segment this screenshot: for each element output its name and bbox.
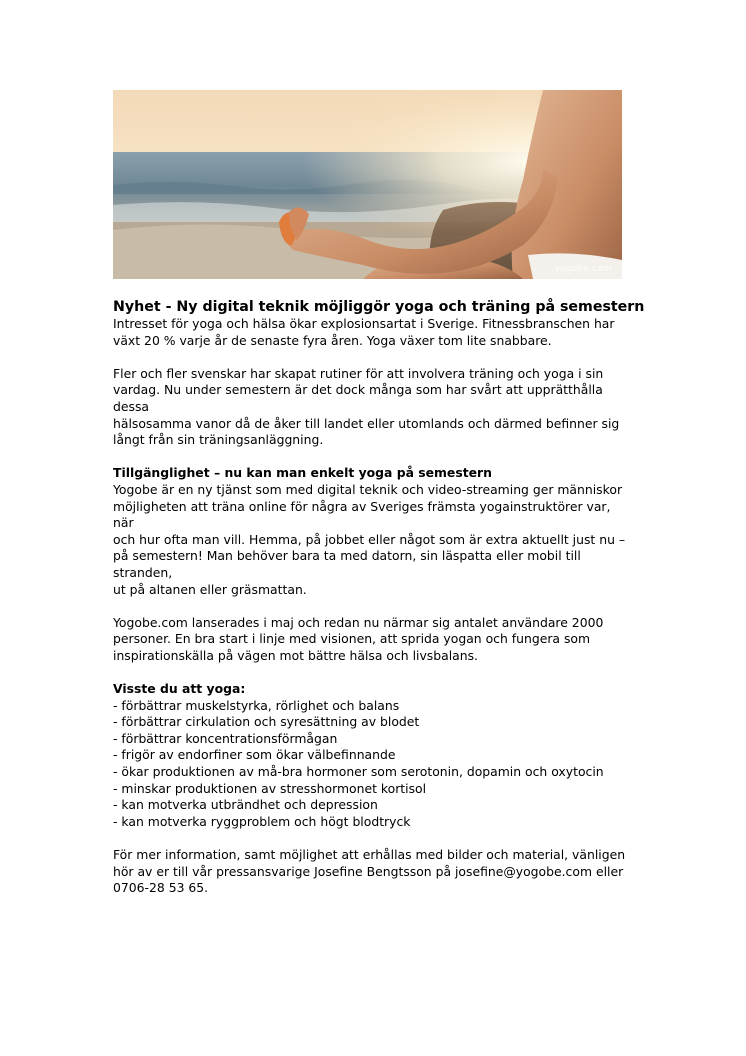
section-1-line-5: ut på altanen eller gräsmattan. xyxy=(113,581,307,597)
list-item: - kan motverka ryggproblem och högt blodtryck xyxy=(113,813,411,829)
paragraph-4-line-1: Yogobe.com lanserades i maj och redan nu närmar sig antalet användare 2000 xyxy=(113,614,604,630)
section-heading-facts: Visste du att yoga: xyxy=(113,681,246,697)
spacer xyxy=(113,349,633,366)
paragraph-2-line-1: Fler och fler svenskar har skapat rutiner för att involvera träning och yoga i sin xyxy=(113,365,604,381)
press-release xyxy=(113,90,645,897)
spacer xyxy=(113,449,633,466)
contact-line-1: För mer information, samt möjlighet att erhållas med bilder och material, vänligen xyxy=(113,847,626,862)
contact-line-3: 0706-28 53 65. xyxy=(113,880,209,896)
list-item: - förbättrar muskelstyrka, rörlighet och balans xyxy=(113,697,400,713)
section-1-line-3: och hur ofta man vill. Hemma, på jobbet eller något som är extra aktuellt just nu – xyxy=(113,531,626,547)
list-item: - förbättrar cirkulation och syresättning av blodet xyxy=(113,714,420,730)
section-1-line-4: på semestern! Man behöver bara ta med datorn, sin läspatta eller mobil till stranden, xyxy=(113,548,581,580)
hero-image xyxy=(113,90,622,279)
spacer xyxy=(113,598,633,615)
hero-watermark: yogobe.com xyxy=(554,264,612,274)
benefits-list xyxy=(113,698,633,831)
paragraph-2-line-3: hälsosamma vanor då de åker till landet eller utomlands och därmed befinner sig xyxy=(113,415,620,431)
paragraph-2-line-4: långt från sin träningsanläggning. xyxy=(113,432,324,448)
page-title: Nyhet - Ny digital teknik möjliggör yoga och träning på semestern xyxy=(113,299,645,315)
list-item: - kan motverka utbrändhet och depression xyxy=(113,797,378,813)
yoga-beach-photo xyxy=(113,90,622,279)
section-1-line-1: Yogobe är en ny tjänst som med digital teknik och video-streaming ger människor xyxy=(113,481,623,497)
paragraph-2-line-2: vardag. Nu under semestern är det dock många som har svårt att upprätthålla dessa xyxy=(113,382,603,414)
list-item: - minskar produktionen av stresshormonet kortisol xyxy=(113,780,427,796)
paragraph-4-line-2: personer. En bra start i linje med visionen, att sprida yogan och fungera som xyxy=(113,631,591,647)
intro-line-1: Intresset för yoga och hälsa ökar explosionsartat i Sverige. Fitnessbranschen har xyxy=(113,316,615,331)
spacer xyxy=(113,664,633,681)
section-1-line-2: möjligheten att träna online för några av Sveriges främsta yogainstruktörer var, när xyxy=(113,498,611,531)
intro-line-2: växt 20 % varje år de senaste fyra åren. Yoga växer tom lite snabbare. xyxy=(113,332,552,348)
paragraph-4-line-3: inspirationskälla på vägen mot bättre hälsa och livsbalans. xyxy=(113,647,478,663)
spacer xyxy=(113,830,633,847)
section-heading-availability: Tillgänglighet – nu kan man enkelt yoga på semestern xyxy=(113,465,492,481)
list-item: - frigör av endorfiner som ökar välbefinnande xyxy=(113,747,396,763)
list-item: - ökar produktionen av må-bra hormoner som serotonin, dopamin och oxytocin xyxy=(113,764,604,780)
contact-line-2: hör av er till vår pressansvarige Josefine Bengtsson på josefine@yogobe.com eller xyxy=(113,863,624,879)
list-item: - förbättrar koncentrationsförmågan xyxy=(113,730,338,746)
